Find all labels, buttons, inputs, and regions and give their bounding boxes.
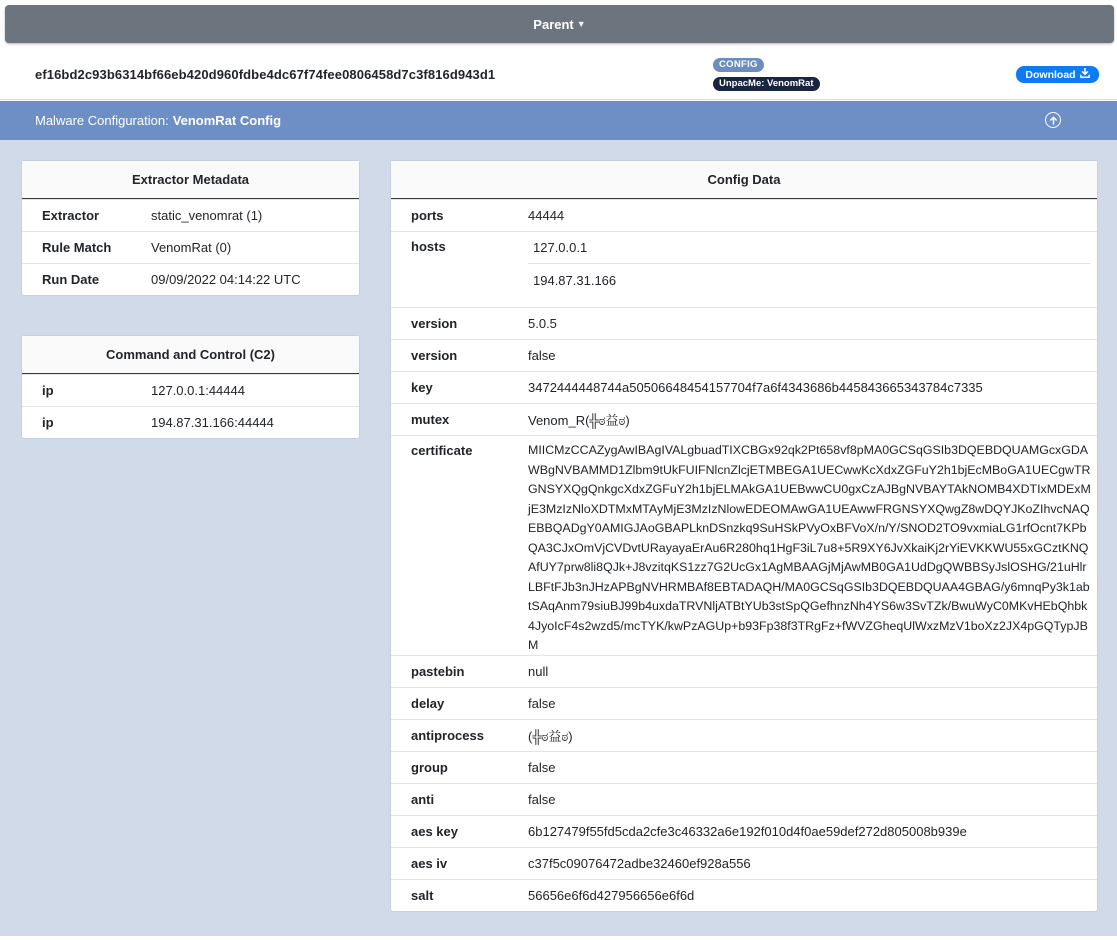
download-icon <box>1080 68 1090 81</box>
row-value: 56656e6f6d427956656e6f6d <box>528 888 695 903</box>
row-value: 127.0.0.1:44444 <box>151 383 245 398</box>
chevron-double-down-icon: ▼ <box>576 19 586 29</box>
row-value: (╬ಠ益ಠ) <box>528 729 573 744</box>
config-data-title: Config Data <box>391 161 1097 199</box>
row-key: ports <box>411 208 444 223</box>
config-row-key <box>391 371 1097 403</box>
config-row-antiprocess <box>391 719 1097 751</box>
row-value: 3472444448744a50506648454157704f7a6f4343686b445843665343784c7335 <box>528 380 983 395</box>
config-row-certificate <box>391 435 1097 655</box>
sample-hash-row <box>0 48 1117 100</box>
config-row-ports <box>391 199 1097 231</box>
config-row-aes-iv <box>391 847 1097 879</box>
row-value: 5.0.5 <box>528 316 557 331</box>
config-row-group <box>391 751 1097 783</box>
malware-config-header <box>0 101 1117 140</box>
sample-hash: ef16bd2c93b6314bf66eb420d960fdbe4dc67f74fee0806458d7c3f816d943d1 <box>35 67 496 82</box>
c2-card <box>21 335 360 439</box>
row-key: hosts <box>411 239 446 254</box>
row-value: null <box>528 664 549 679</box>
config-row-pastebin <box>391 655 1097 687</box>
malware-config-name: VenomRat Config <box>172 113 282 128</box>
row-key: mutex <box>411 412 450 427</box>
list-item: 127.0.0.1 <box>528 232 1091 264</box>
config-row-hosts <box>391 231 1097 307</box>
row-key: delay <box>411 696 445 711</box>
table-row <box>22 263 359 295</box>
row-key: salt <box>411 888 434 903</box>
row-value: 09/09/2022 04:14:22 UTC <box>151 272 301 287</box>
row-key: aes iv <box>411 856 448 871</box>
list-item: 194.87.31.166 <box>533 272 617 288</box>
row-value: 6b127479f55fd5cda2cfe3c46332a6e192f010d4f0ae59def272d805008b939e <box>528 824 967 839</box>
arrow-up-circle-icon[interactable] <box>1045 112 1061 128</box>
config-data-card <box>390 160 1098 912</box>
config-row-version <box>391 307 1097 339</box>
row-value: VenomRat (0) <box>151 240 232 255</box>
row-key: version <box>411 348 458 363</box>
row-value: Venom_R(╬ಠ益ಠ) <box>528 413 630 428</box>
download-label: Download <box>1025 68 1076 81</box>
hosts-list <box>528 232 1097 296</box>
row-key: Rule Match <box>42 240 112 255</box>
row-key: antiprocess <box>411 728 484 743</box>
row-key: Run Date <box>42 272 100 287</box>
malware-config-prefix: Malware Configuration: <box>35 113 169 128</box>
row-value: 44444 <box>528 208 565 223</box>
extractor-metadata-title: Extractor Metadata <box>22 161 359 199</box>
config-row-mutex <box>391 403 1097 435</box>
config-badge: CONFIG <box>713 58 764 72</box>
row-key: key <box>411 380 433 395</box>
config-row-delay <box>391 687 1097 719</box>
row-value: false <box>528 348 556 363</box>
table-row <box>22 374 359 406</box>
row-value: false <box>528 696 556 711</box>
config-row-salt <box>391 879 1097 911</box>
row-key: group <box>411 760 448 775</box>
row-value: false <box>528 760 556 775</box>
row-key: aes key <box>411 824 458 839</box>
row-key: ip <box>42 383 54 398</box>
row-value: false <box>528 792 556 807</box>
config-row-version-2 <box>391 339 1097 371</box>
config-row-aes-key <box>391 815 1097 847</box>
table-row <box>22 406 359 438</box>
config-row-anti <box>391 783 1097 815</box>
row-key: version <box>411 316 458 331</box>
table-row <box>22 231 359 263</box>
table-row <box>22 199 359 231</box>
extractor-metadata-card <box>21 160 360 296</box>
row-value: MIICMzCCAZygAwIBAgIVALgbuadTIXCBGx92qk2Pt658vf8pMA0GCSqGSIb3DQEBDQUAMGcxGDAWBgNVBAMMD1Zlbm9tUkFUIFNlcnZlcjETMBEGA1UECwwKcXdxZGFuY2h1bjEcMBoGA1UECgwTRGNSYXQgQnkgcXdxZGFuY2h1bjELMAkGA1UEBwwCU0gxCzAJBgNVBAYTAkNOMB4XDTIxMDExMjE3MzIzNloXDTMxMTAyMjE3MzIzNlowEDEOMAwGA1UEAwwFRGNSYXQwgZ8wDQYJKoZIhvcNAQEBBQADgY0AMIGJAoGBAPLknDSnzkq9SuHSkPVyOxBFVoX/n/Y/SNOD2TO9vxmiaLG1rfOcnt7KPbQA3CJxOmVjCVDvtURayayaErAu6R280hq1HgF3iL7u8+5R9XY6JvXkaiKj2rYiEVKKWU55xGCztKNQAfUY7prw8li8QJk+J8vzitqKS1zz7G2UcGx1AgMBAAGjMjAwMB0GA1UdDgQWBBSyJslOSHG/21uHlrLBFtFJb3nJHzAPBgNVHRMBAf8EBTADAQH/MA0GCSqGSIb3DQEBDQUAA4GBAG/y6mnqPy3k1abtSAqAnm79siuBJ99b4uxdaTRVNljATBtYUb3stSpQGefhnzNh4YS6w3SvTZk/BwuWyC0MKvHEbQhbk4JyoIcF4s2wzd5/mcTYK/kwPzAGUp+b93Fp38f3TRgFz+fWVZGheqUlWxzMzV1boXz2JX4pGQTypJBM <box>528 443 1091 652</box>
config-main-area <box>0 140 1117 936</box>
row-key: ip <box>42 415 54 430</box>
download-button[interactable] <box>1016 66 1099 83</box>
row-key: Extractor <box>42 208 100 223</box>
row-key: pastebin <box>411 664 465 679</box>
row-key: anti <box>411 792 435 807</box>
row-key: certificate <box>411 443 473 458</box>
row-value: static_venomrat (1) <box>151 208 263 223</box>
parent-toggle-button[interactable] <box>5 5 1114 43</box>
unpacme-badge: UnpacMe: VenomRat <box>713 77 820 91</box>
row-value: c37f5c09076472adbe32460ef928a556 <box>528 856 751 871</box>
c2-title: Command and Control (C2) <box>22 336 359 374</box>
parent-label: Parent <box>533 16 574 32</box>
row-value: 194.87.31.166:44444 <box>151 415 274 430</box>
